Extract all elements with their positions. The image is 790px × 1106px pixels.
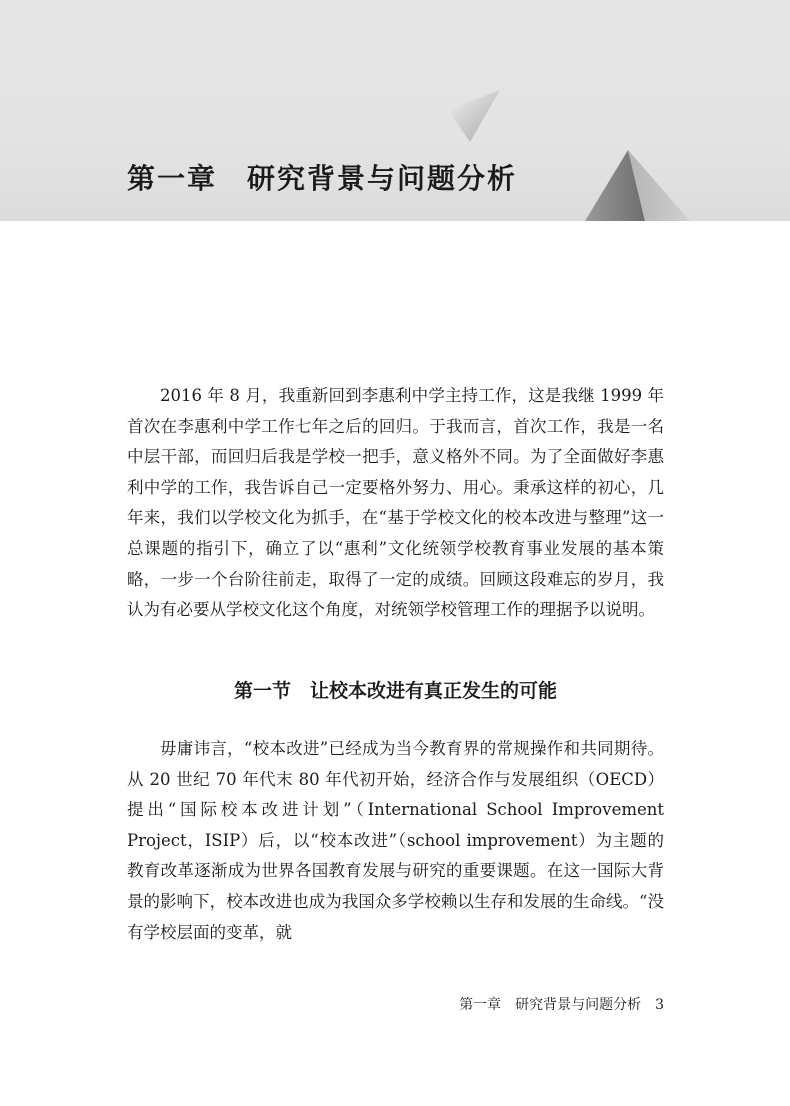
running-footer: 第一章 研究背景与问题分析 3: [459, 997, 664, 1013]
small-triangle-shape: [448, 90, 500, 142]
body-paragraph-2: 毋庸讳言，“校本改进”已经成为当今教育界的常规操作和共同期待。从 20 世纪 70 年代末 80 年代初开始，经济合作与发展组织（OECD）提出“国际校本改进计划”（International School Improvement Project，ISIP）后，以“校本改进”（school improvement）为主题的教育改革逐渐成为世界各国教育发展与研究的重要课题。在这一国际大背景的影响下，校本改进也成为我国众多学校赖以生存和发展的生命线。“没有学校层面的变革，就: [127, 739, 664, 942]
chapter-title: 第一章 研究背景与问题分析: [127, 162, 518, 195]
body-paragraph-1: 2016 年 8 月，我重新回到李惠利中学主持工作，这是我继 1999 年首次在李惠利中学工作七年之后的回归。于我而言，首次工作，我是一名中层干部，而回归后我是学校一把手，意义格外不同。为了全面做好李惠利中学的工作，我告诉自己一定要格外努力、用心。秉承这样的初心，几年来，我们以学校文化为抓手，在“基于学校文化的校本改进与整理”这一总课题的指引下，确立了以“惠利”文化统领学校教育事业发展的基本策略，一步一个台阶往前走，取得了一定的成绩。回顾这段难忘的岁月，我认为有必要从学校文化这个角度，对统领学校管理工作的理据予以说明。: [127, 386, 664, 620]
section-title: 第一节 让校本改进有真正发生的可能: [233, 680, 557, 702]
